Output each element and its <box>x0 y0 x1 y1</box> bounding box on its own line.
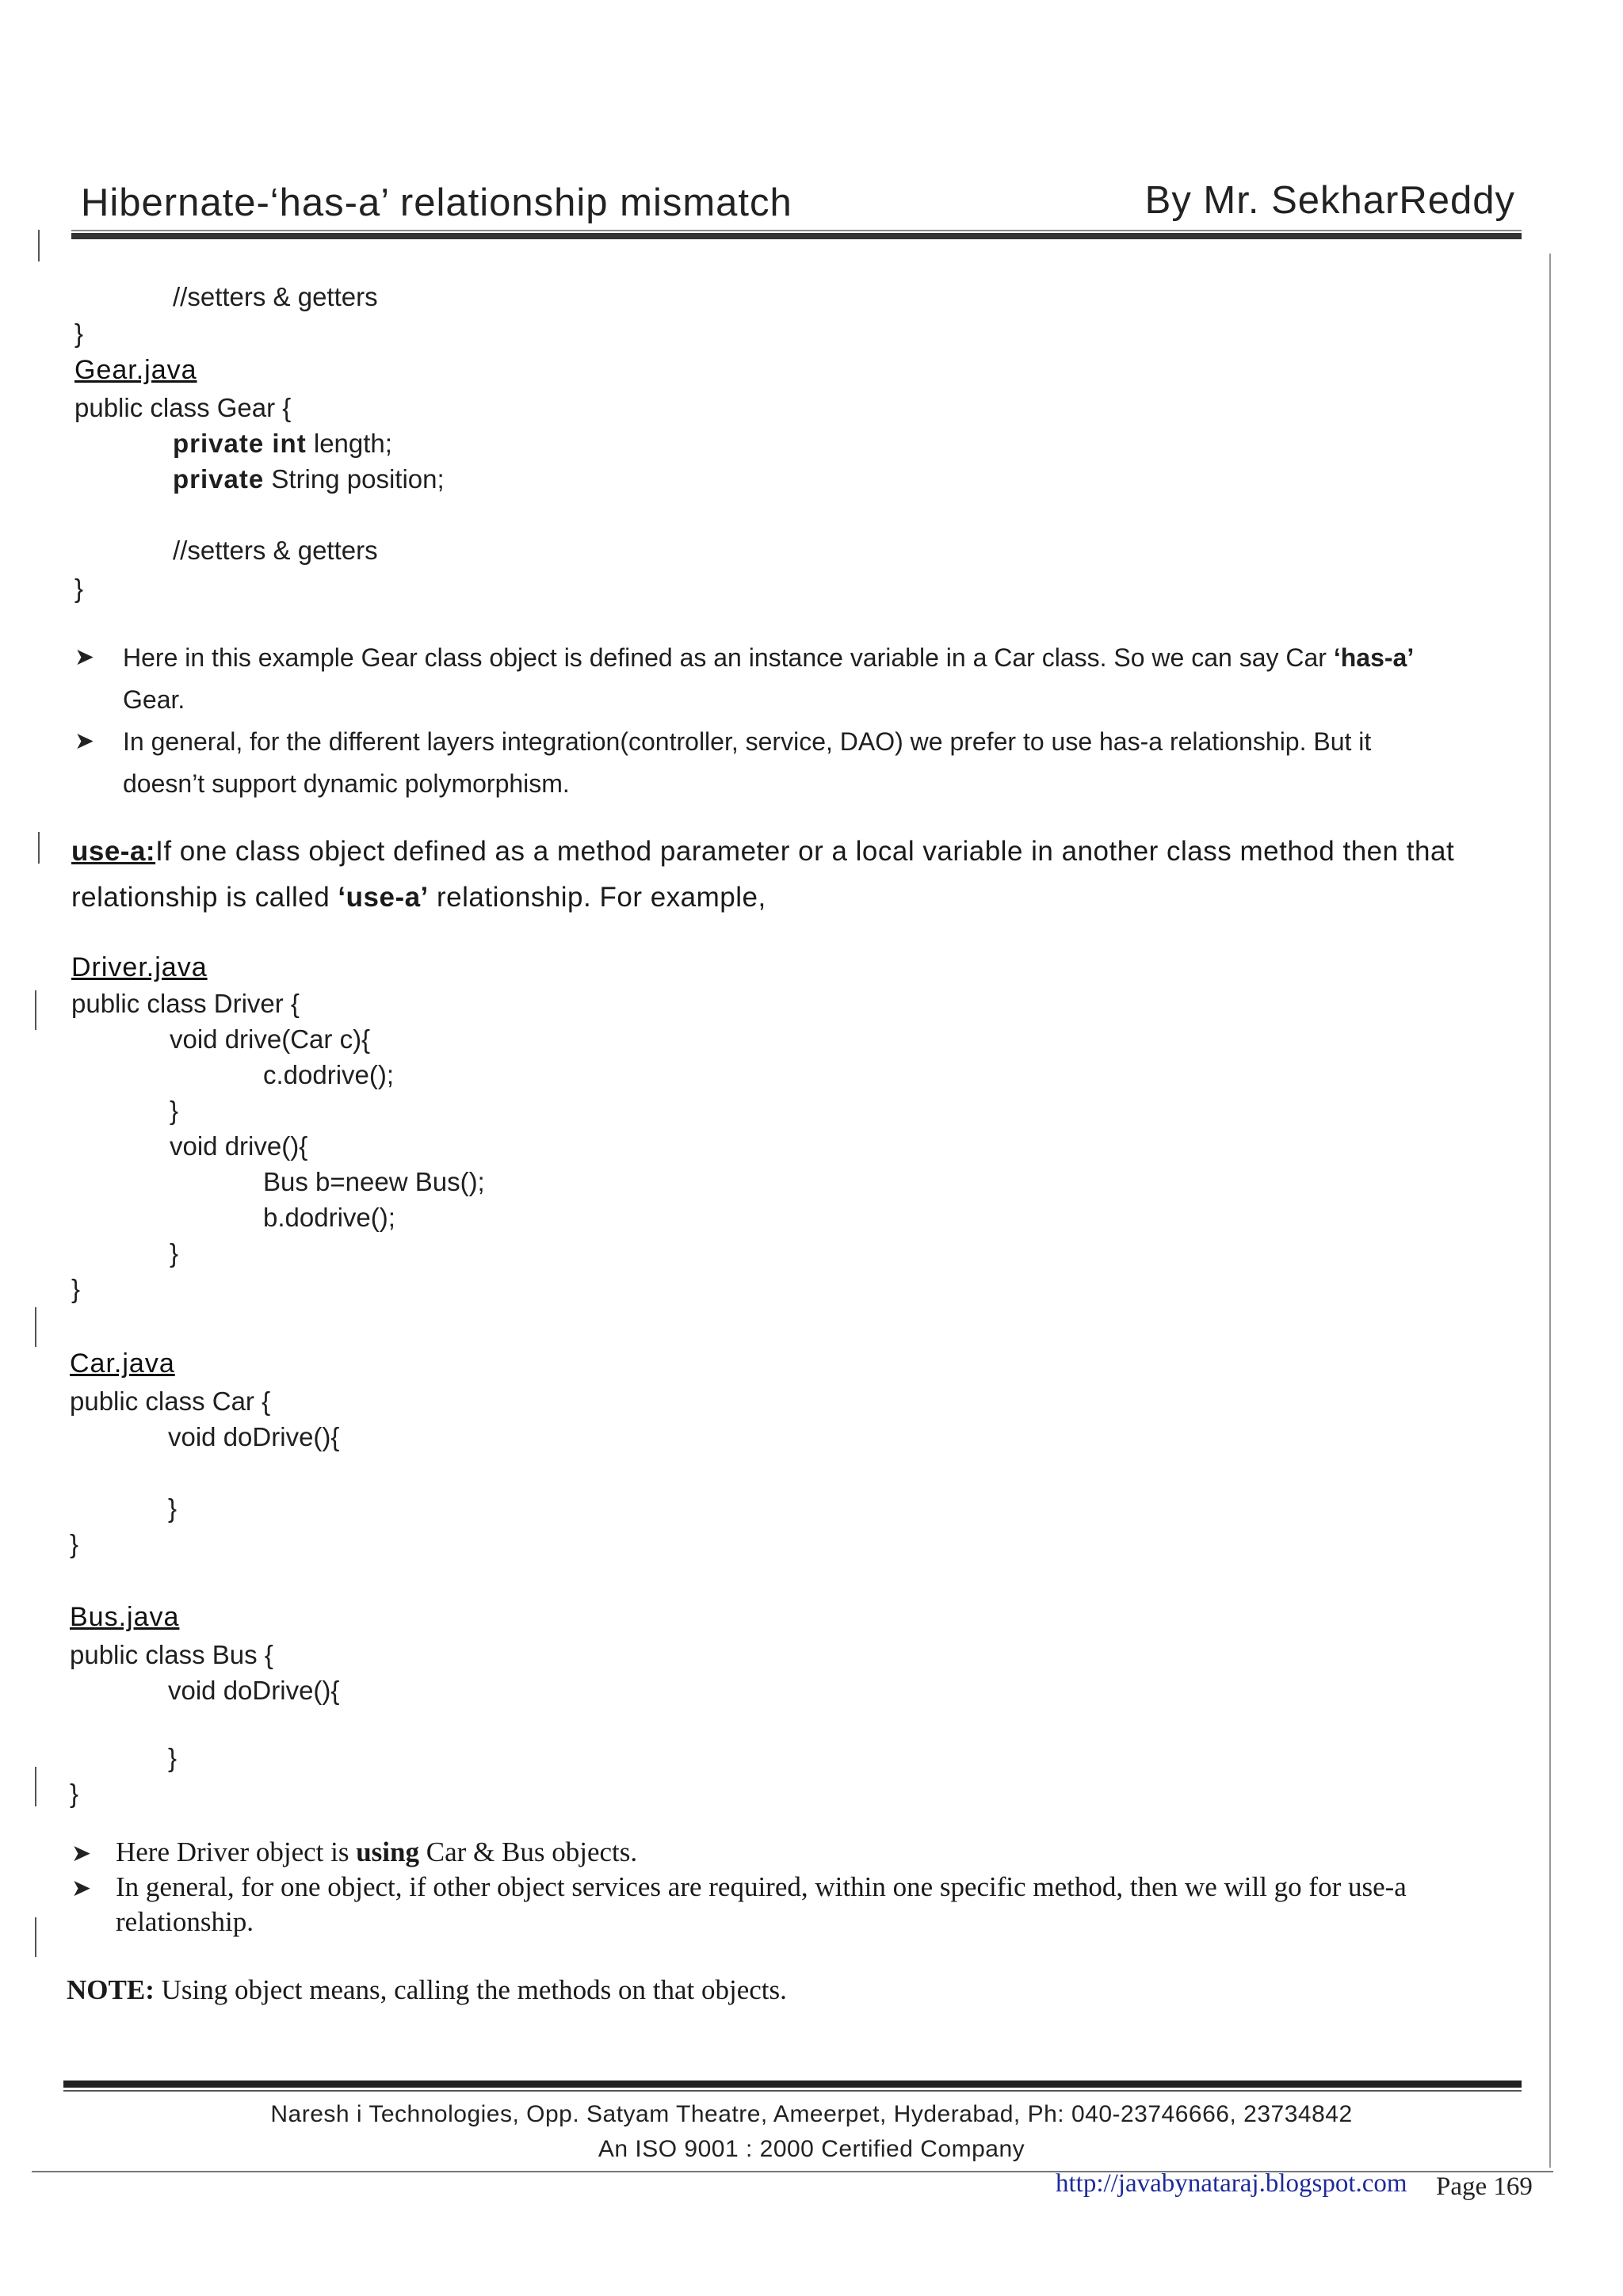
code-line: } <box>168 1493 178 1523</box>
left-margin-mark <box>35 1767 36 1806</box>
bullet-arrow-icon: ➤ <box>71 1840 92 1867</box>
gear-field-length: private int length; <box>173 429 392 458</box>
page-header-title: Hibernate-‘has-a’ relationship mismatch <box>81 181 792 224</box>
closing-brace: } <box>74 318 84 348</box>
header-rule-thin <box>71 230 1522 231</box>
note-paragraph: NOTE: Using object means, calling the methods on that objects. <box>67 1974 787 2005</box>
gear-closing-brace: } <box>74 574 84 603</box>
footer-iso: An ISO 9001 : 2000 Certified Company <box>598 2136 1025 2162</box>
code-line: } <box>70 1529 79 1558</box>
right-border-line <box>1549 254 1551 2168</box>
header-rule <box>71 233 1522 239</box>
code-line: } <box>170 1238 179 1268</box>
left-margin-mark <box>35 1917 36 1957</box>
code-line: public class Bus { <box>70 1640 273 1669</box>
page-number: Page 169 <box>1436 2172 1533 2201</box>
code-line: public class Car { <box>70 1386 271 1416</box>
bullet-has-a-1: Here in this example Gear class object is defined as an instance variable in a Car class. So we can say Car ‘has-a’ Gear. <box>123 643 1415 714</box>
page-header-author: By Mr. SekharReddy <box>1144 179 1515 222</box>
bullet-arrow-icon: ➤ <box>71 1875 92 1901</box>
code-line: } <box>168 1743 178 1772</box>
code-line: } <box>170 1096 179 1125</box>
left-margin-mark <box>38 230 40 261</box>
code-line: } <box>70 1779 79 1808</box>
file-name-gear: Gear.java <box>74 355 197 385</box>
left-margin-mark <box>35 1307 36 1347</box>
gear-comment: //setters & getters <box>173 536 378 565</box>
code-line: b.dodrive(); <box>263 1203 395 1232</box>
footer-address: Naresh i Technologies, Opp. Satyam Theatre, Ameerpet, Hyderabad, Ph: 040-23746666, 23734842 <box>270 2101 1353 2127</box>
file-name-driver: Driver.java <box>71 952 208 982</box>
bullet-has-a-2: In general, for the different layers integration(controller, service, DAO) we prefer to use has-a relationship. But it doesn’t support dynamic polymorphism. <box>123 727 1372 798</box>
blog-url[interactable]: http://javabynataraj.blogspot.com <box>1056 2169 1407 2198</box>
gear-class-decl: public class Gear { <box>74 393 292 422</box>
gear-field-position: private String position; <box>173 464 445 494</box>
bullet-use-a-2: In general, for one object, if other object services are required, within one specific method, then we will go for use-a relationship. <box>116 1871 1407 1937</box>
code-line: void doDrive(){ <box>168 1422 340 1451</box>
bullet-arrow-icon: ➤ <box>74 644 95 670</box>
footer-rule-thin <box>63 2090 1522 2092</box>
code-line: public class Driver { <box>71 989 300 1018</box>
use-a-paragraph: use-a:If one class object defined as a method parameter or a local variable in another class method then that relationship is called ‘use-a’ relationship. For example, <box>71 836 1455 913</box>
bullet-arrow-icon: ➤ <box>74 728 95 754</box>
setters-getters-comment: //setters & getters <box>173 282 378 311</box>
code-line: void drive(Car c){ <box>170 1024 371 1054</box>
footer-rule <box>63 2081 1522 2088</box>
code-line: void doDrive(){ <box>168 1676 340 1705</box>
left-margin-mark <box>35 990 36 1030</box>
code-line: Bus b=neew Bus(); <box>263 1167 485 1196</box>
code-line: c.dodrive(); <box>263 1060 395 1089</box>
code-line: } <box>71 1274 81 1303</box>
code-line: void drive(){ <box>170 1131 308 1161</box>
bullet-use-a-1: Here Driver object is using Car & Bus objects. <box>116 1836 638 1867</box>
file-name-car: Car.java <box>70 1348 175 1379</box>
file-name-bus: Bus.java <box>70 1602 180 1632</box>
left-margin-mark <box>38 832 40 864</box>
